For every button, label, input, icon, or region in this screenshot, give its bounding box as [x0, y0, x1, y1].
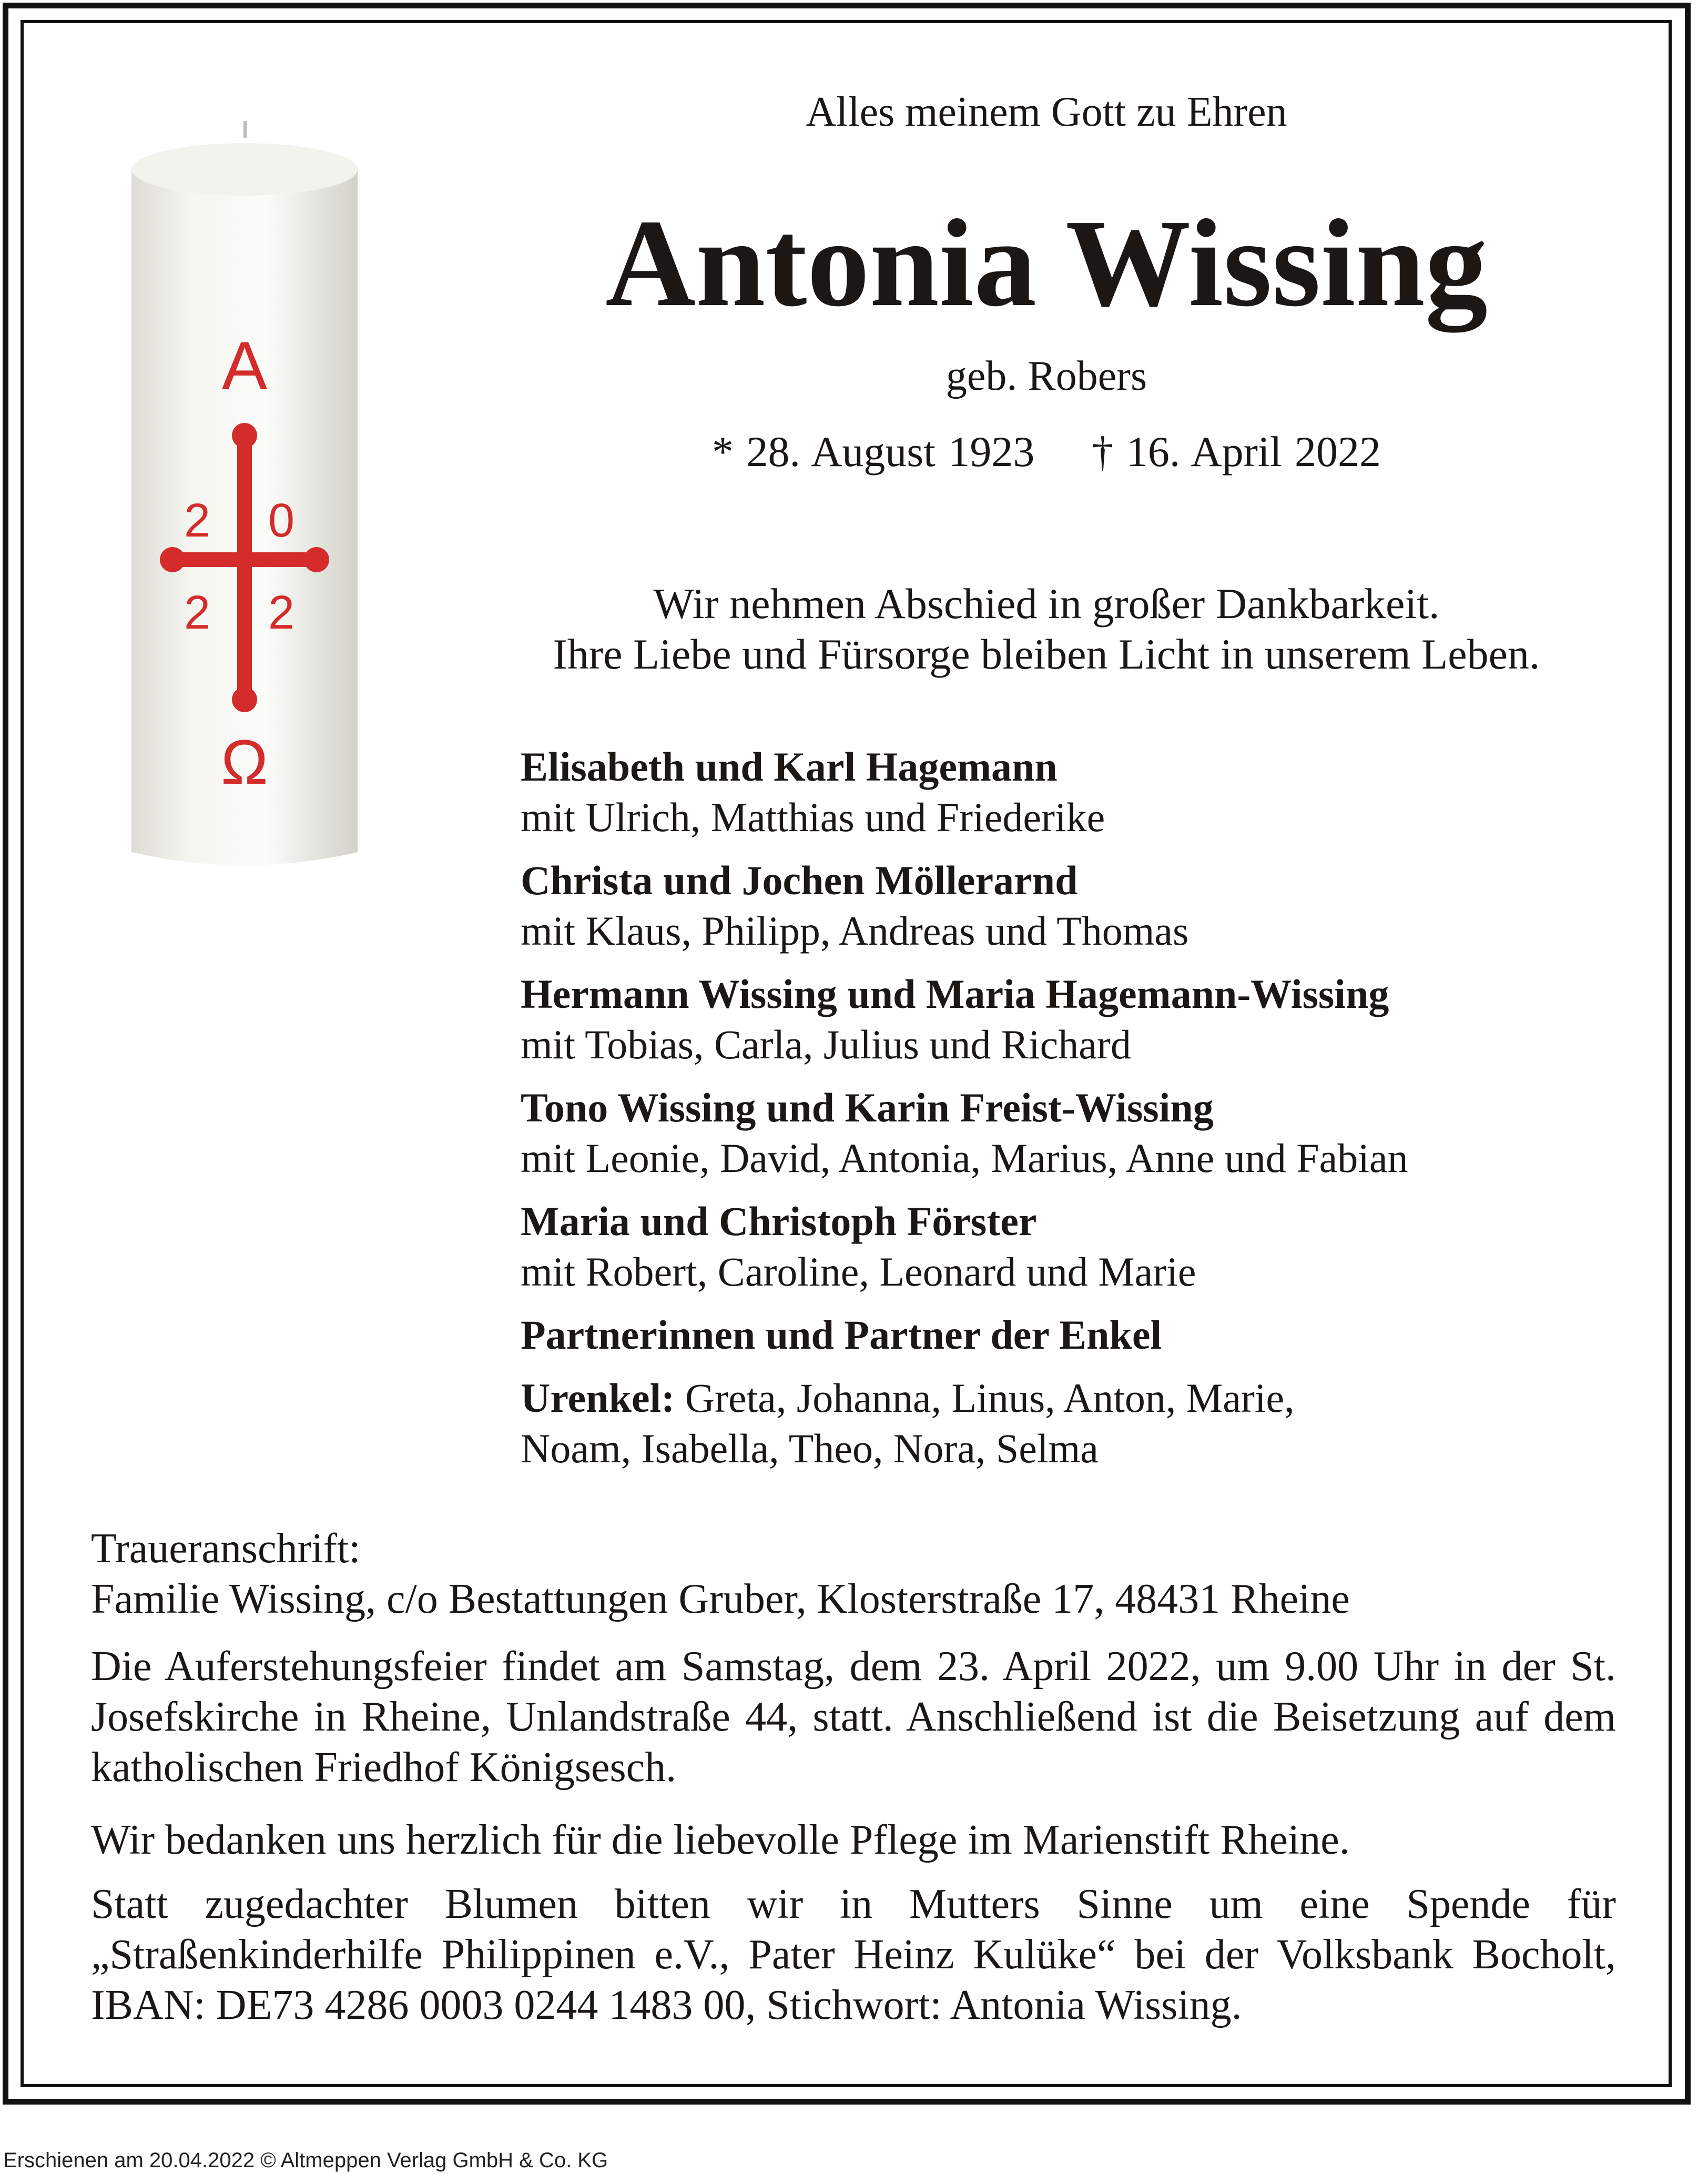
life-dates	[526, 427, 1567, 477]
alpha-symbol: A	[221, 327, 268, 404]
thanks-note: Wir bedanken uns herzlich für die liebevolle Pflege im Marienstift Rheine.	[91, 1817, 1350, 1863]
family-children: mit Klaus, Philipp, Andreas und Thomas	[521, 908, 1189, 954]
year-digit: 2	[184, 494, 211, 547]
donation-note: Statt zugedachter Blumen bitten wir in Mutters Sinne um eine Spende für „Straßenkinderhilfe Philippinen e.V., Pater Heinz Kulüke“ bei der Volksbank Bocholt, IBAN: DE73 4286 0003 0244 1483 00, Stichwort: Antonia Wissing.	[91, 1881, 1616, 2028]
service-info: Die Auferstehungsfeier findet am Samstag, dem 23. April 2022, um 9.00 Uhr in der St. Josefskirche in Rheine, Unlandstraße 44, statt. Anschließend ist die Beisetzung auf dem katholischen Friedhof Königsesch.	[91, 1643, 1616, 1791]
candle-top	[131, 143, 358, 196]
birth-name: geb. Robers	[946, 353, 1147, 399]
family-names: Hermann Wissing und Maria Hagemann-Wissing	[521, 971, 1389, 1017]
quote-line: Wir nehmen Abschied in großer Dankbarkeit.	[653, 580, 1440, 628]
candle-image	[121, 105, 368, 894]
publication-footer: Erschienen am 20.04.2022 © Altmeppen Verlag GmbH & Co. KG	[3, 2149, 608, 2172]
birth-date: * 28. August 1923	[712, 428, 1035, 476]
year-digit: 2	[184, 587, 211, 639]
farewell-quote	[447, 579, 1646, 680]
family-list	[521, 742, 1651, 1487]
family-children: mit Robert, Caroline, Leonard und Marie	[521, 1249, 1196, 1295]
great-grandchildren	[521, 1373, 1651, 1474]
family-children: mit Tobias, Carla, Julius und Richard	[521, 1022, 1131, 1067]
family-children: mit Leonie, David, Antonia, Marius, Anne und Fabian	[521, 1135, 1408, 1181]
family-entry	[521, 855, 1651, 956]
family-names: Christa und Jochen Möllerarnd	[521, 857, 1078, 903]
deceased-name: Antonia Wissing	[605, 194, 1488, 332]
family-names: Elisabeth und Karl Hagemann	[521, 744, 1058, 790]
quote-line: Ihre Liebe und Fürsorge bleiben Licht in unserem Leben.	[553, 630, 1540, 678]
mourning-address	[91, 1523, 1616, 1624]
great-grandchildren-names: Noam, Isabella, Theo, Nora, Selma	[521, 1425, 1099, 1471]
year-digit: 2	[268, 587, 295, 639]
motto: Alles meinem Gott zu Ehren	[806, 89, 1287, 135]
family-entry	[521, 969, 1651, 1070]
family-entry	[521, 1196, 1651, 1297]
omega-symbol: Ω	[221, 727, 268, 797]
family-entry	[521, 1310, 1651, 1360]
address-value: Familie Wissing, c/o Bestattungen Gruber, Klosterstraße 17, 48431 Rheine	[91, 1576, 1350, 1622]
address-label: Traueranschrift:	[91, 1525, 361, 1572]
family-names: Maria und Christoph Förster	[521, 1198, 1037, 1244]
family-entry	[521, 1083, 1651, 1184]
great-grandchildren-label: Urenkel:	[521, 1375, 675, 1421]
year-digit: 0	[268, 494, 295, 547]
great-grandchildren-names: Greta, Johanna, Linus, Anton, Marie,	[675, 1375, 1295, 1421]
family-names: Tono Wissing und Karin Freist-Wissing	[521, 1085, 1214, 1130]
death-date: † 16. April 2022	[1092, 428, 1381, 476]
family-names: Partnerinnen und Partner der Enkel	[521, 1312, 1162, 1358]
family-children: mit Ulrich, Matthias und Friederike	[521, 794, 1105, 840]
family-entry	[521, 742, 1651, 843]
